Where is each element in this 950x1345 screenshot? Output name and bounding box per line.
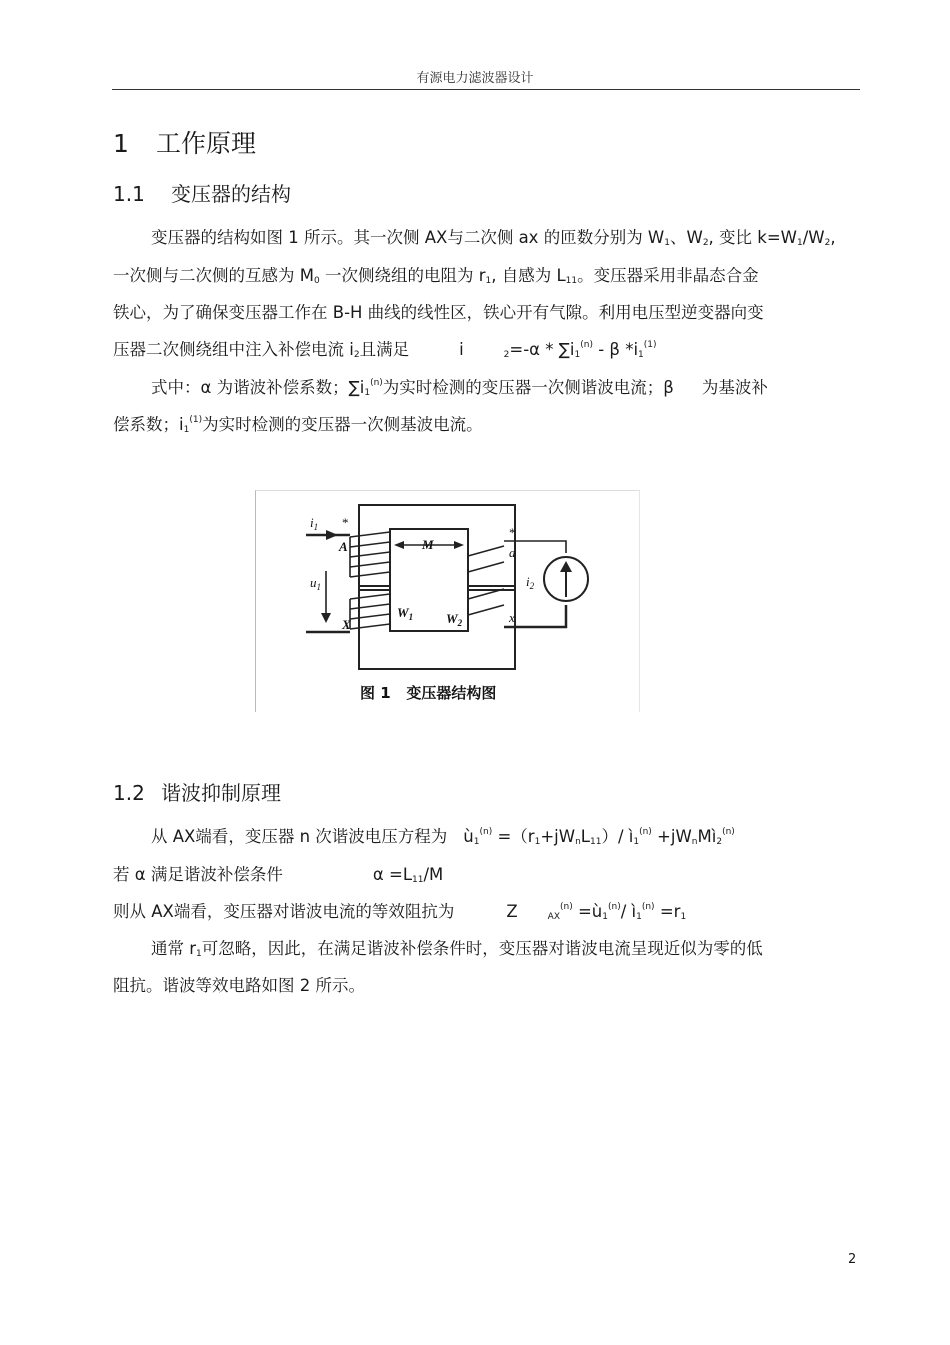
- label-i1: $i_1$: [310, 515, 319, 532]
- source-arrow-head: [560, 561, 572, 572]
- paragraph-line: 通常 $r_1$可忽略，因此，在满足谐波补偿条件时，变压器对谐波电流呈现近似为零的低: [151, 939, 763, 959]
- paragraph-line: 铁心，为了确保变压器工作在 B-H 曲线的线性区，铁心开有气隙。利用电压型逆变器向变: [113, 303, 764, 322]
- label-M: M: [422, 537, 434, 552]
- section-title: 工作原理: [156, 129, 257, 158]
- paragraph-line: 阻抗。谐波等效电路如图 2 所示。: [113, 976, 365, 995]
- paragraph-line: 压器二次侧绕组中注入补偿电流 $i_2$且满足 i $_2=-\alpha * \sum i_1^{(n)} - \beta$ $*i_1^{(1)}$: [113, 340, 657, 360]
- label-star-secondary: *: [509, 525, 516, 540]
- label-i2: $i_2$: [526, 574, 535, 591]
- header-rule: [112, 89, 860, 90]
- section-number: 1.1: [113, 182, 145, 206]
- running-header: 有源电力滤波器设计: [416, 71, 534, 86]
- label-u1: $u_1$: [310, 575, 321, 592]
- paragraph-line: 偿系数；$i_1^{(1)}$为实时检测的变压器一次侧基波电流。: [113, 415, 483, 435]
- label-x: x: [509, 610, 515, 625]
- section-title: 变压器的结构: [171, 182, 291, 206]
- section-number: 1: [113, 129, 129, 158]
- current-arrow-head: [326, 530, 338, 540]
- section-heading-1-1: [113, 178, 291, 207]
- primary-coil: [350, 532, 390, 629]
- secondary-coil: [468, 546, 504, 615]
- paragraph-line: 一次侧与二次侧的互感为 $M_0$ 一次侧绕组的电阻为 $r_1$, 自感为 $L_{11}$。变压器采用非晶态合金: [113, 266, 759, 286]
- equation-line: 则从 AX端看，变压器对谐波电流的等效阻抗为 Z $_{AX}^{(n)} =ù_1^{(n)}/$ $ì_1^{(n)} =r_1$: [113, 902, 687, 922]
- section-number: 1.2: [113, 781, 145, 805]
- equation-line: 从 AX端看，变压器 n 次谐波电压方程为 $ù_1^{(n)} =(r_1+jW_nL_{11})/$ $ì_1^{(n)}$ $+jW_nMì_2^{(n)}$: [151, 827, 735, 847]
- section-heading-1: [113, 124, 256, 160]
- transformer-structure-figure: [255, 490, 640, 712]
- label-star-primary: *: [342, 515, 349, 530]
- label-a: a: [509, 545, 516, 560]
- mutual-arrow-left: [394, 541, 404, 549]
- section-heading-1-2: [113, 777, 281, 806]
- mutual-arrow-right: [454, 541, 464, 549]
- page-number: 2: [848, 1252, 857, 1267]
- section-title: 谐波抑制原理: [161, 781, 281, 805]
- voltage-arrow-head: [321, 613, 331, 623]
- transformer-diagram: [256, 491, 639, 712]
- paragraph-line: 式中：α 为谐波补偿系数；$\sum i_1^{(n)}$为实时检测的变压器一次侧谐波电流；β 为基波补: [151, 378, 768, 398]
- paragraph-line: 变压器的结构如图 1 所示。其一次侧 AX与二次侧 ax 的匝数分别为 $W_1$、$W_2$, 变比 $k=W_1/W_2$,: [151, 228, 836, 248]
- label-W2: $W_2$: [446, 611, 463, 628]
- label-X: X: [342, 617, 351, 632]
- label-W1: $W_1$: [397, 605, 414, 622]
- figure-caption: 图 1 变压器结构图: [360, 684, 497, 702]
- equation-line: 若 α 满足谐波补偿条件 $\alpha =L_{11}/M$: [113, 865, 444, 885]
- label-A: A: [339, 539, 348, 554]
